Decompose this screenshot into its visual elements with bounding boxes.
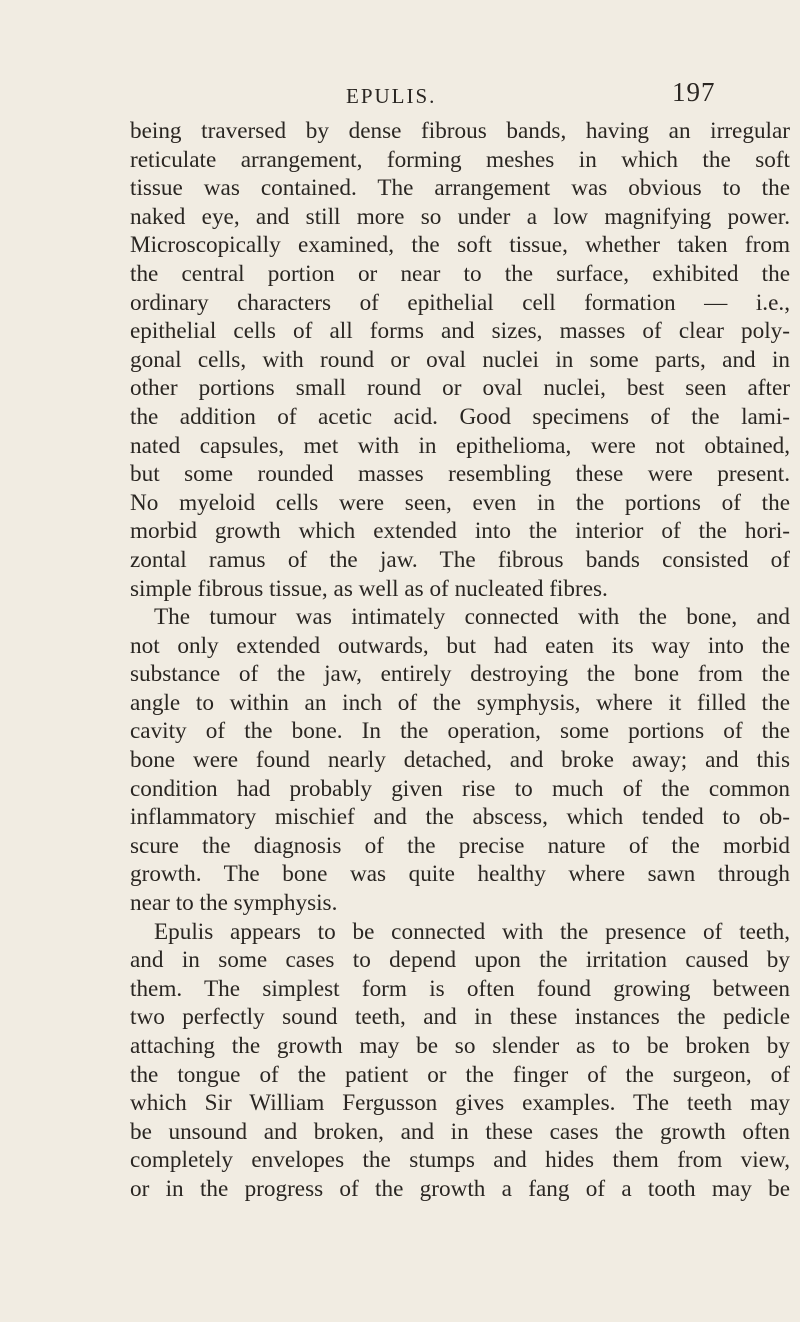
text-line: or in the progress of the growth a fang of a tooth may be [130,1175,790,1202]
chapter-title: EPULIS. [346,84,437,108]
text-line: being traversed by dense fibrous bands, having an irregular [130,118,790,144]
text-line: tissue was contained. The arrangement was obvious to the [130,175,790,202]
text-line: the addition of acetic acid. Good specimens of the lami- [130,403,790,430]
text-line: reticulate arrangement, forming meshes in which the soft [130,146,790,173]
text-line: not only extended outwards, but had eaten its way into the [130,632,790,659]
text-line: angle to within an inch of the symphysis, where it filled the [130,689,790,716]
text-line: morbid growth which extended into the interior of the hori- [130,518,790,545]
text-line: epithelial cells of all forms and sizes, masses of clear poly- [130,318,790,345]
text-line: which Sir William Fergusson gives examples. The teeth may [130,1090,790,1117]
text-line: be unsound and broken, and in these cases the growth often [130,1118,790,1145]
text-line: the central portion or near to the surface, exhibited the [130,260,790,287]
text-line: but some rounded masses resembling these were present. [130,461,790,488]
text-line: other portions small round or oval nuclei, best seen after [130,375,790,402]
text-line: two perfectly sound teeth, and in these instances the pedicle [130,1004,790,1031]
text-line: simple fibrous tissue, as well as of nucleated fibres. [130,575,608,602]
text-line: growth. The bone was quite healthy where sawn through [130,861,790,888]
text-line: and in some cases to depend upon the irritation caused by [130,947,790,974]
text-line: gonal cells, with round or oval nuclei in some parts, and in [130,346,790,373]
text-line: Microscopically examined, the soft tissue, whether taken from [130,232,790,259]
body-text [130,117,790,1204]
running-head [130,76,790,116]
text-line: completely envelopes the stumps and hides them from view, [130,1147,790,1174]
page-number: 197 [672,77,716,107]
paragraph-start-line: Epulis appears to be connected with the presence of teeth, [154,918,790,945]
text-line: near to the symphysis. [130,890,338,917]
text-line: naked eye, and still more so under a low magnifying power. [130,203,790,230]
text-line: ordinary characters of epithelial cell formation — i.e., [130,289,790,316]
text-line: scure the diagnosis of the precise nature of the morbid [130,832,790,859]
text-line: substance of the jaw, entirely destroying the bone from the [130,661,790,688]
text-line: nated capsules, met with in epithelioma, were not obtained, [130,432,790,459]
text-line: inflammatory mischief and the abscess, which tended to ob- [130,804,790,831]
text-line: zontal ramus of the jaw. The fibrous bands consisted of [130,546,790,573]
text-line: attaching the growth may be so slender as to be broken by [130,1033,790,1059]
paragraph-start-line: The tumour was intimately connected with the bone, and [154,604,790,631]
text-line: bone were found nearly detached, and broke away; and this [130,747,790,774]
text-line: No myeloid cells were seen, even in the portions of the [130,489,790,516]
text-line: the tongue of the patient or the finger of the surgeon, of [130,1061,790,1088]
text-line: cavity of the bone. In the operation, some portions of the [130,718,790,745]
text-line: them. The simplest form is often found growing between [130,975,790,1002]
text-line: condition had probably given rise to much of the common [130,775,790,802]
